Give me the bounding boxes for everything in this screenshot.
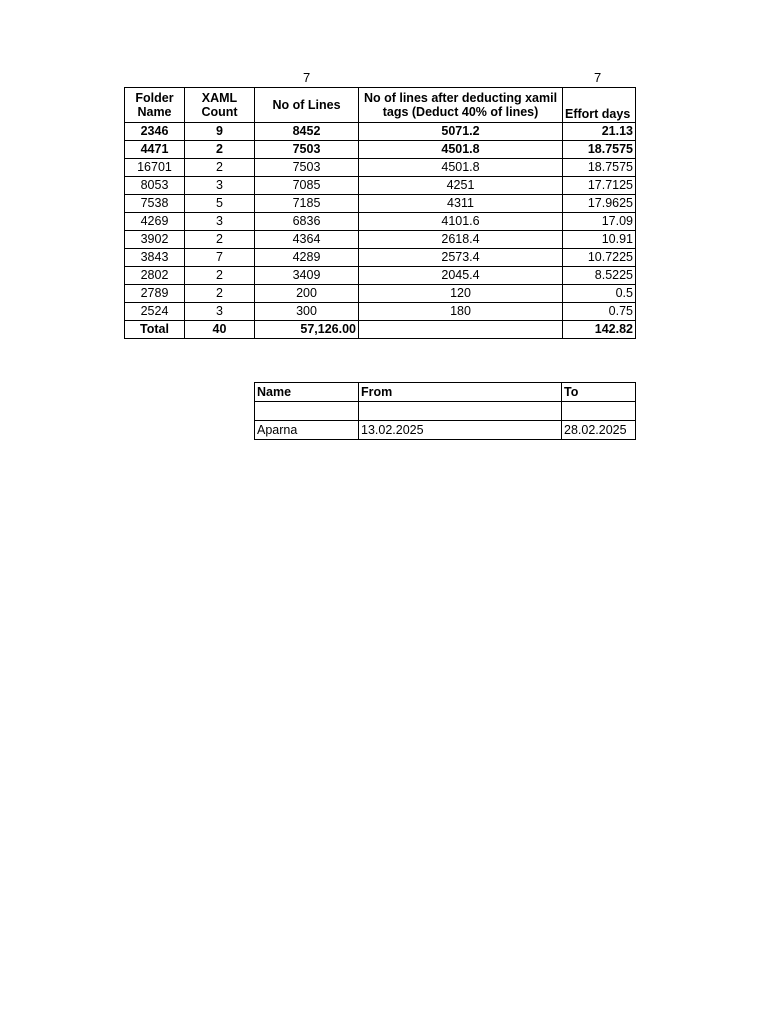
effort-days-cell: 17.09 <box>563 213 636 231</box>
table-row <box>125 195 636 213</box>
lines-after-deduction-cell: 4101.6 <box>359 213 563 231</box>
table-row <box>125 123 636 141</box>
no-of-lines-cell: 7185 <box>255 195 359 213</box>
header-effort-days: Effort days <box>563 88 636 123</box>
header-folder-name: Folder Name <box>125 88 185 123</box>
no-of-lines-cell: 8452 <box>255 123 359 141</box>
lines-after-deduction-cell: 4501.8 <box>359 159 563 177</box>
lines-after-deduction-cell: 4501.8 <box>359 141 563 159</box>
effort-col-marker: 7 <box>594 70 602 85</box>
name-cell <box>255 402 359 421</box>
from-cell: 13.02.2025 <box>359 421 562 440</box>
effort-days-cell: 17.9625 <box>563 195 636 213</box>
header-name: Name <box>255 383 359 402</box>
to-cell <box>562 402 636 421</box>
xaml-count-cell: 2 <box>185 141 255 159</box>
header-lines-after-deduction: No of lines after deducting xamil tags (Deduct 40% of lines) <box>359 88 563 123</box>
folder-name-cell: 7538 <box>125 195 185 213</box>
table-row <box>125 159 636 177</box>
effort-table <box>124 87 636 339</box>
header-no-of-lines: No of Lines <box>255 88 359 123</box>
total-label-cell: Total <box>125 321 185 339</box>
lines-after-deduction-cell: 5071.2 <box>359 123 563 141</box>
lines-after-deduction-cell: 4311 <box>359 195 563 213</box>
xaml-count-cell: 2 <box>185 285 255 303</box>
folder-name-cell: 3843 <box>125 249 185 267</box>
table-row <box>125 141 636 159</box>
effort-days-cell: 17.7125 <box>563 177 636 195</box>
to-cell: 28.02.2025 <box>562 421 636 440</box>
no-of-lines-cell: 7503 <box>255 159 359 177</box>
total-effort-cell: 142.82 <box>563 321 636 339</box>
no-of-lines-cell: 4289 <box>255 249 359 267</box>
folder-name-cell: 8053 <box>125 177 185 195</box>
total-xaml-cell: 40 <box>185 321 255 339</box>
effort-table-header-row <box>125 88 636 123</box>
effort-days-cell: 10.7225 <box>563 249 636 267</box>
xaml-count-cell: 7 <box>185 249 255 267</box>
effort-days-cell: 10.91 <box>563 231 636 249</box>
table-row <box>125 177 636 195</box>
header-xaml-count: XAML Count <box>185 88 255 123</box>
xaml-count-cell: 9 <box>185 123 255 141</box>
lines-after-deduction-cell: 2618.4 <box>359 231 563 249</box>
name-cell: Aparna <box>255 421 359 440</box>
lines-after-deduction-cell: 2573.4 <box>359 249 563 267</box>
effort-days-cell: 0.75 <box>563 303 636 321</box>
effort-days-cell: 0.5 <box>563 285 636 303</box>
xaml-count-cell: 2 <box>185 231 255 249</box>
name-table-header-row <box>255 383 636 402</box>
effort-days-cell: 18.7575 <box>563 159 636 177</box>
lines-after-deduction-cell: 2045.4 <box>359 267 563 285</box>
no-of-lines-cell: 6836 <box>255 213 359 231</box>
total-row <box>125 321 636 339</box>
xaml-count-cell: 3 <box>185 213 255 231</box>
folder-name-cell: 3902 <box>125 231 185 249</box>
xaml-count-cell: 3 <box>185 303 255 321</box>
table-row <box>125 213 636 231</box>
effort-days-cell: 18.7575 <box>563 141 636 159</box>
xaml-count-cell: 3 <box>185 177 255 195</box>
lines-after-deduction-cell: 180 <box>359 303 563 321</box>
from-cell <box>359 402 562 421</box>
table-row <box>125 231 636 249</box>
total-lines-cell: 57,126.00 <box>255 321 359 339</box>
lines-after-deduction-cell: 120 <box>359 285 563 303</box>
no-of-lines-cell: 7085 <box>255 177 359 195</box>
no-of-lines-cell: 7503 <box>255 141 359 159</box>
folder-name-cell: 2802 <box>125 267 185 285</box>
no-of-lines-cell: 300 <box>255 303 359 321</box>
table-row <box>125 303 636 321</box>
name-table-row <box>255 421 636 440</box>
table-row <box>125 285 636 303</box>
folder-name-cell: 2524 <box>125 303 185 321</box>
xaml-count-cell: 2 <box>185 267 255 285</box>
total-after-cell <box>359 321 563 339</box>
folder-name-cell: 4269 <box>125 213 185 231</box>
folder-name-cell: 2346 <box>125 123 185 141</box>
header-to: To <box>562 383 636 402</box>
name-table-row <box>255 402 636 421</box>
header-from: From <box>359 383 562 402</box>
no-of-lines-cell: 4364 <box>255 231 359 249</box>
no-of-lines-cell: 3409 <box>255 267 359 285</box>
lines-after-deduction-cell: 4251 <box>359 177 563 195</box>
xaml-count-cell: 2 <box>185 159 255 177</box>
no-of-lines-cell: 200 <box>255 285 359 303</box>
xaml-count-cell: 5 <box>185 195 255 213</box>
effort-days-cell: 8.5225 <box>563 267 636 285</box>
folder-name-cell: 2789 <box>125 285 185 303</box>
table-row <box>125 267 636 285</box>
table-row <box>125 249 636 267</box>
name-table <box>254 382 636 440</box>
lines-col-marker: 7 <box>303 70 311 85</box>
folder-name-cell: 16701 <box>125 159 185 177</box>
effort-days-cell: 21.13 <box>563 123 636 141</box>
folder-name-cell: 4471 <box>125 141 185 159</box>
